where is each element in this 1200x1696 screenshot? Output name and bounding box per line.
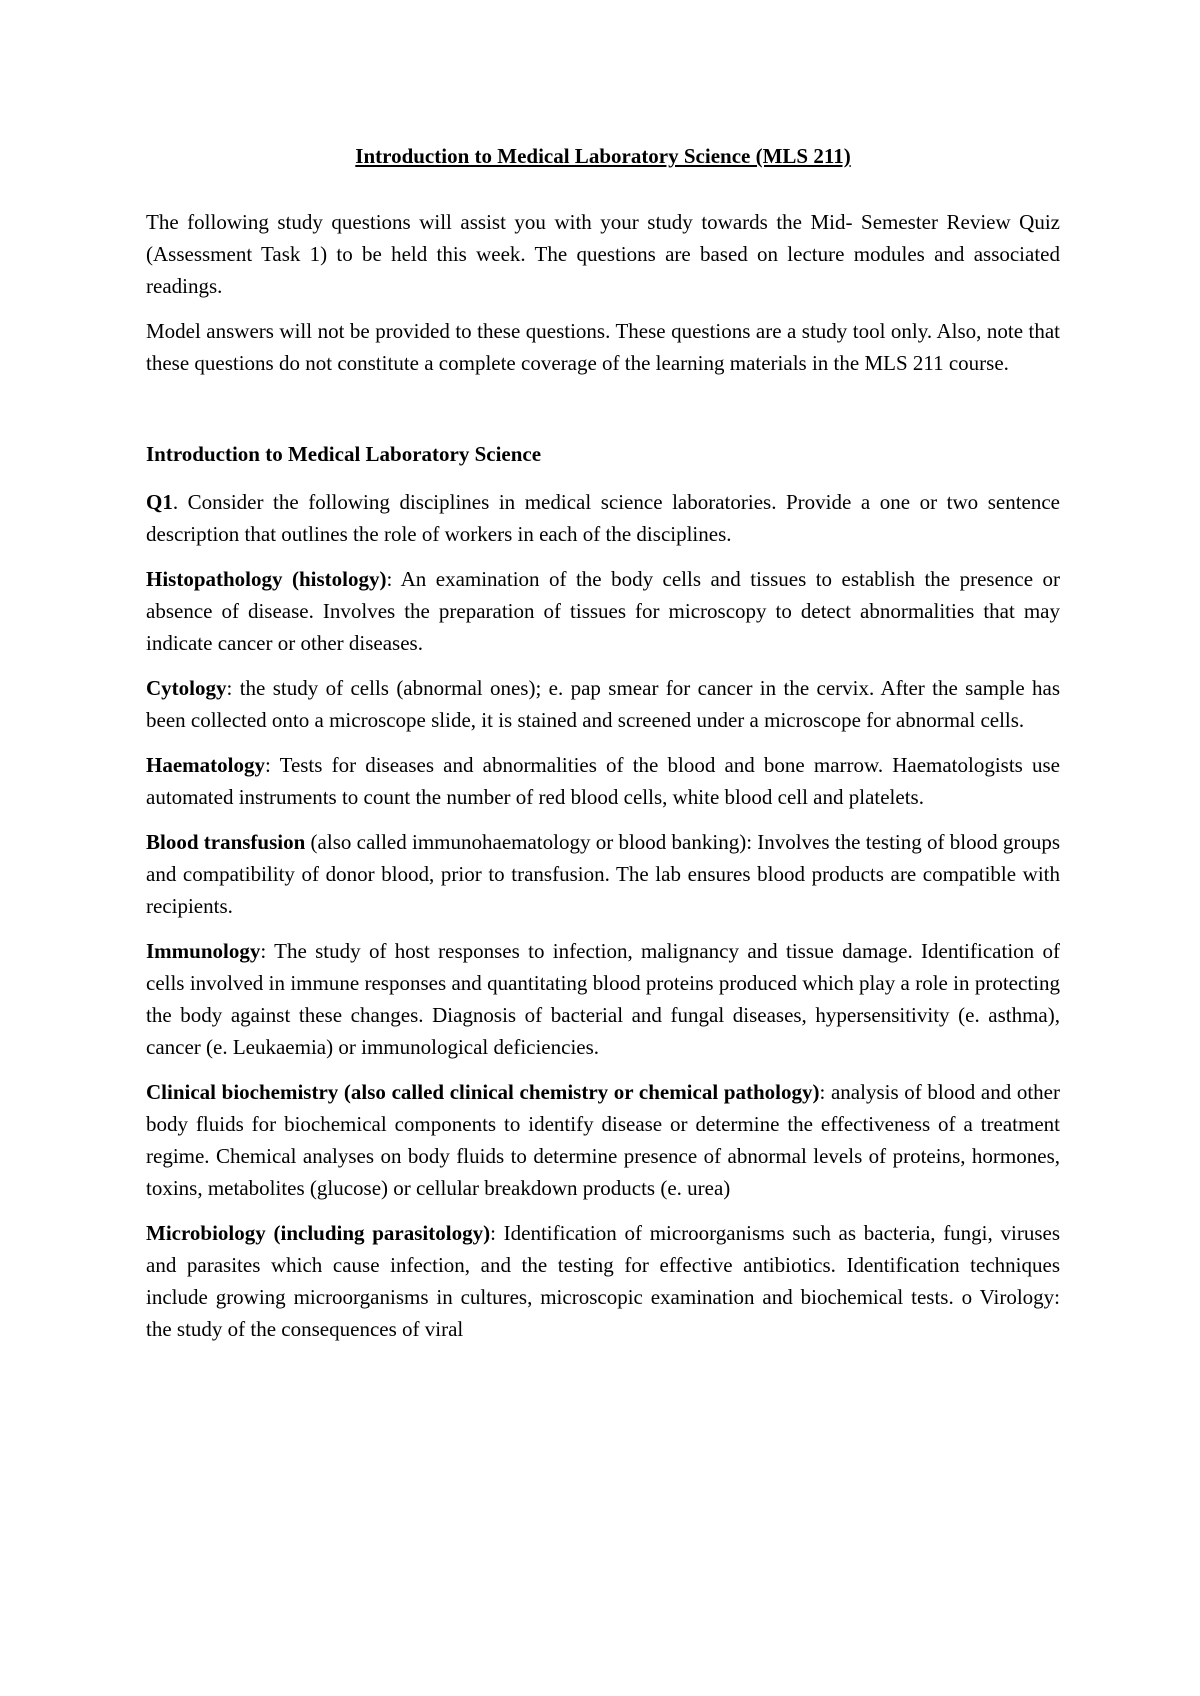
document-title: Introduction to Medical Laboratory Science (MLS 211) [355, 144, 851, 168]
intro-paragraph: The following study questions will assist you with your study towards the Mid- Semester Review Quiz (Assessment Task 1) to be held this week. The questions are based on lecture modules and associated readings. [146, 210, 1060, 298]
discipline-description: : Tests for diseases and abnormalities of the blood and bone marrow. Haematologists use automated instruments to count the number of red blood cells, white blood cell and platelets. [146, 753, 1060, 809]
discipline-paragraph [146, 826, 1060, 922]
discipline-paragraph [146, 1076, 1060, 1204]
discipline-description: : An examination of the body cells and tissues to establish the presence or absence of disease. Involves the preparation of tissues for microscopy to detect abnormalities that may indicate cancer or other diseases. [146, 567, 1060, 655]
discipline-term: Immunology [146, 939, 261, 963]
section-heading: Introduction to Medical Laboratory Science [146, 442, 542, 466]
discipline-term: Haematology [146, 753, 265, 777]
discipline-term: Blood transfusion [146, 830, 306, 854]
discipline-paragraph [146, 563, 1060, 659]
question-label: Q1 [146, 490, 173, 514]
discipline-term: Clinical biochemistry (also called clinical chemistry or chemical pathology) [146, 1080, 820, 1104]
discipline-description: : analysis of blood and other body fluids for biochemical components to identify disease or determine the effectiveness of a treatment regime. Chemical analyses on body fluids to determine presence of abnormal levels of proteins, hormones, toxins, metabolites (glucose) or cellular breakdown products (e. urea) [146, 1080, 1060, 1200]
discipline-term: Cytology [146, 676, 227, 700]
discipline-term: Histopathology (histology) [146, 567, 387, 591]
discipline-paragraph [146, 749, 1060, 813]
intro-paragraph: Model answers will not be provided to these questions. These questions are a study tool only. Also, note that these questions do not constitute a complete coverage of the learning materials in the MLS 211 course. [146, 319, 1060, 375]
discipline-description: : The study of host responses to infection, malignancy and tissue damage. Identification of cells involved in immune responses and quantitating blood proteins produced which play a role in protecting the body against these changes. Diagnosis of bacterial and fungal diseases, hypersensitivity (e. asthma), cancer (e. Leukaemia) or immunological deficiencies. [146, 939, 1060, 1059]
discipline-description: : the study of cells (abnormal ones); e. pap smear for cancer in the cervix. After the sample has been collected onto a microscope slide, it is stained and screened under a microscope for abnormal cells. [146, 676, 1060, 732]
question-paragraph [146, 486, 1060, 550]
question-text: . Consider the following disciplines in medical science laboratories. Provide a one or two sentence description that outlines the role of workers in each of the disciplines. [146, 490, 1060, 546]
discipline-paragraph [146, 1217, 1060, 1345]
discipline-term: Microbiology (including parasitology) [146, 1221, 491, 1245]
discipline-paragraph [146, 935, 1060, 1063]
discipline-paragraph [146, 672, 1060, 736]
discipline-description: : Identification of microorganisms such as bacteria, fungi, viruses and parasites which cause infection, and the testing for effective antibiotics. Identification techniques include growing microorganisms in cultures, microscopic examination and biochemical tests. o Virology: the study of the consequences of viral [146, 1221, 1060, 1341]
discipline-description: (also called immunohaematology or blood banking): Involves the testing of blood groups and compatibility of donor blood, prior to transfusion. The lab ensures blood products are compatible with recipients. [146, 830, 1060, 918]
document-page [146, 140, 1060, 1358]
